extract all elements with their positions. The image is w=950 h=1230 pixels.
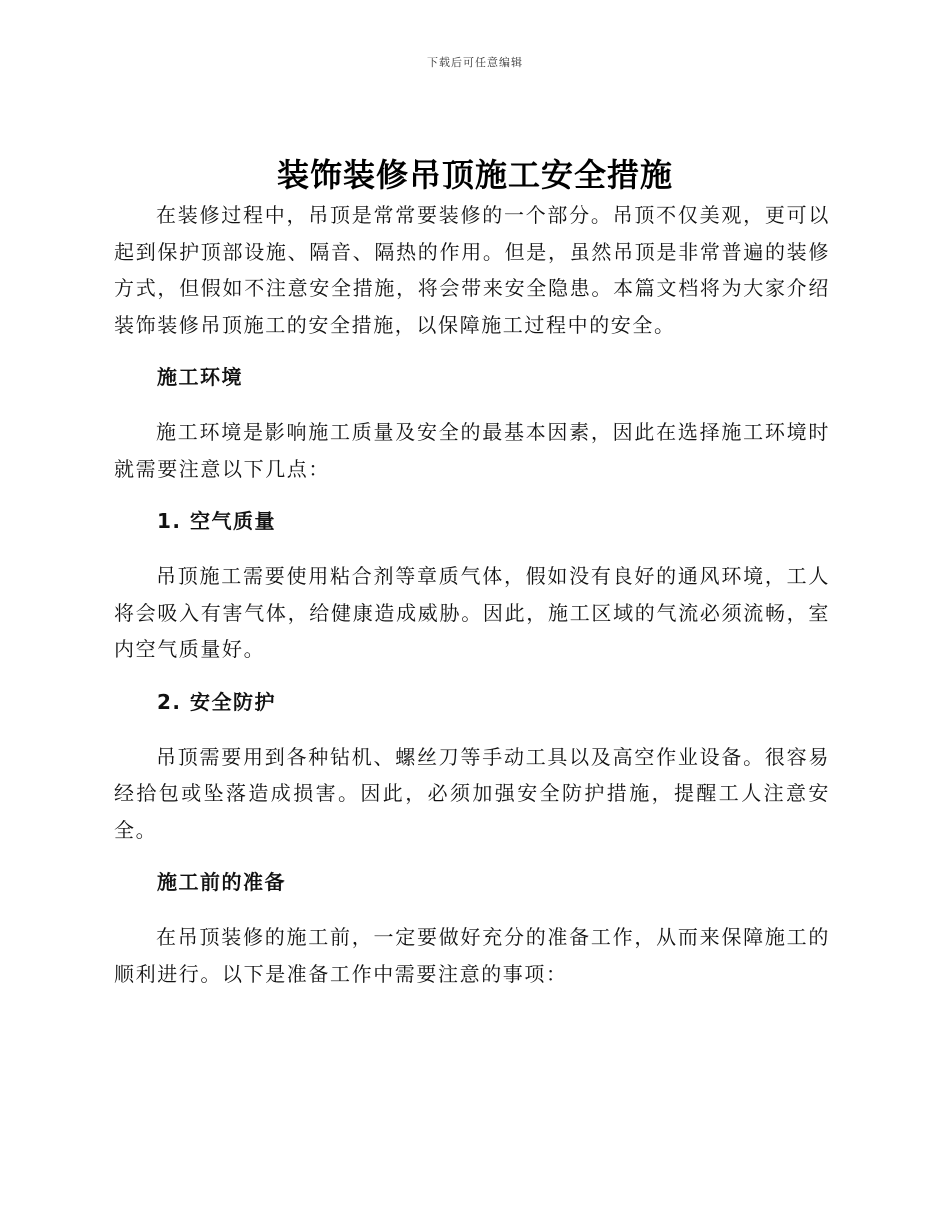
intro-paragraph: 在装修过程中，吊顶是常常要装修的一个部分。吊顶不仅美观，更可以起到保护顶部设施、隔音、隔热的作用。但是，虽然吊顶是非常普遍的装修方式，但假如不注意安全措施，将会带来安全隐患。本篇文档将为大家介绍装饰装修吊顶施工的安全措施，以保障施工过程中的安全。 <box>114 203 830 337</box>
document-body <box>114 197 830 992</box>
item-heading-safety-protection: 2. 安全防护 <box>157 689 276 714</box>
item-heading-air-quality: 1. 空气质量 <box>157 509 276 533</box>
item-paragraph-safety-protection: 吊顶需要用到各种钻机、螺丝刀等手动工具以及高空作业设备。很容易经拾包或坠落造成损害。因此，必须加强安全防护措施，提醒工人注意安全。 <box>114 744 830 842</box>
section-heading-environment: 施工环境 <box>157 365 243 389</box>
section-paragraph-environment: 施工环境是影响施工质量及安全的最基本因素，因此在选择施工环境时就需要注意以下几点： <box>114 420 830 481</box>
section-heading-preparation: 施工前的准备 <box>157 870 286 894</box>
document-title: 装饰装修吊顶施工安全措施 <box>276 156 673 194</box>
header-note: 下载后可任意编辑 <box>427 56 523 69</box>
section-paragraph-preparation: 在吊顶装修的施工前，一定要做好充分的准备工作，从而来保障施工的顺利进行。以下是准备工作中需要注意的事项： <box>114 925 830 986</box>
item-paragraph-air-quality: 吊顶施工需要使用粘合剂等章质气体，假如没有良好的通风环境，工人将会吸入有害气体，给健康造成威胁。因此，施工区域的气流必须流畅，室内空气质量好。 <box>114 564 830 661</box>
